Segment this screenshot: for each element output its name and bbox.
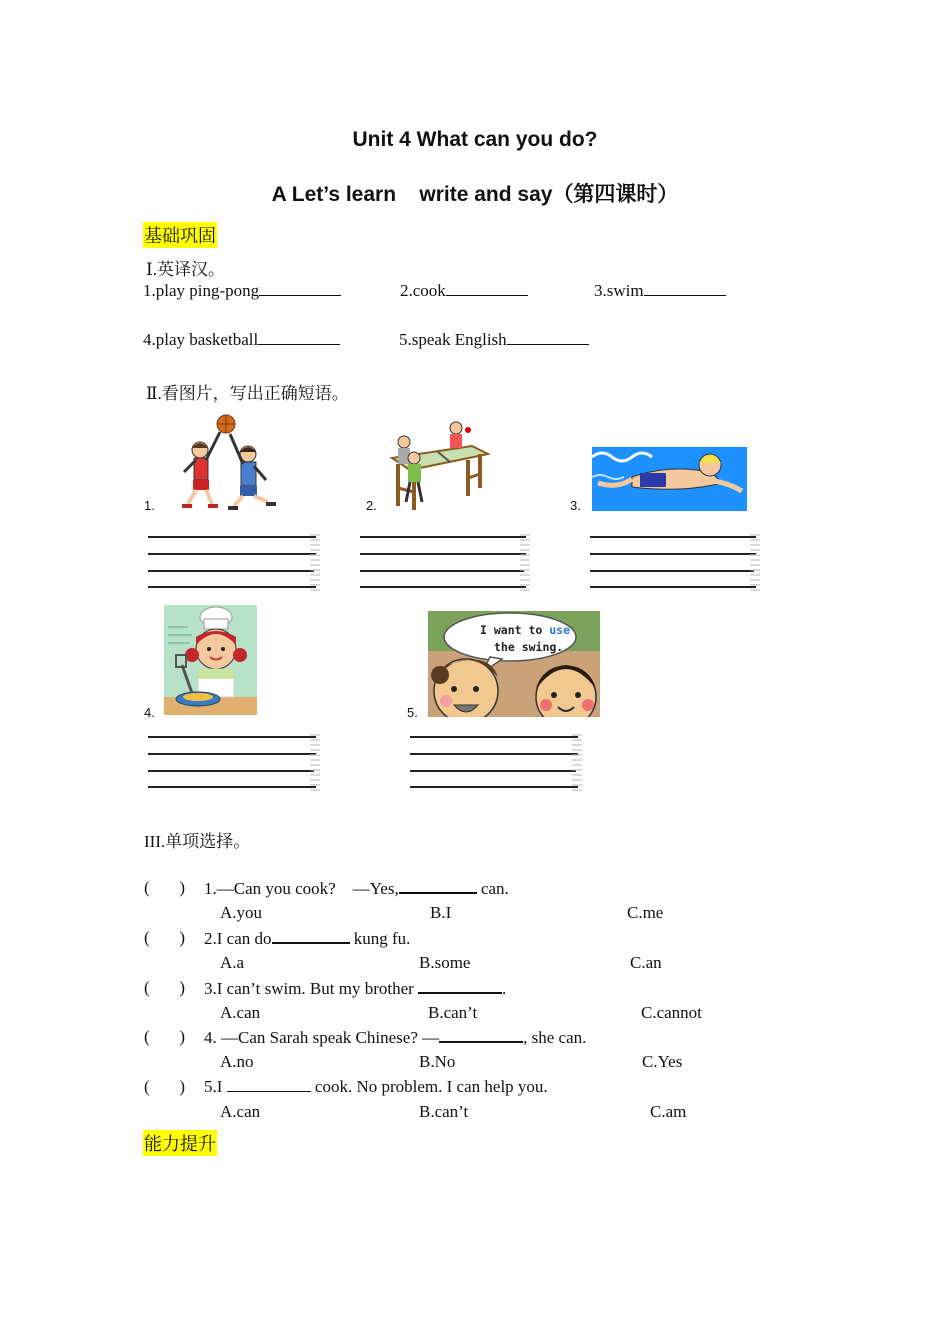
cooking-picture [164, 605, 257, 715]
q3-option-b: B.can’t [428, 1003, 478, 1022]
part2-heading: Ⅱ.看图片，写出正确短语。 [146, 384, 349, 403]
q4-option-a: A.no [220, 1052, 254, 1071]
answer-paren-4[interactable]: ( ) [144, 1027, 186, 1046]
answer-blank[interactable] [446, 281, 528, 296]
q2-option-c: C.an [630, 953, 662, 972]
answer-paren-3[interactable]: ( ) [144, 978, 186, 997]
speech-bubble-line-1: I want to use [480, 623, 571, 637]
part1-item-2: 2.cook [400, 281, 528, 301]
question-2: 2.I can do kung fu. [204, 929, 411, 948]
q5-option-c: C.am [650, 1102, 687, 1121]
swimming-picture [592, 447, 747, 511]
question-blank[interactable] [227, 1077, 311, 1092]
question-3: 3.I can’t swim. But my brother . [204, 979, 507, 998]
question-4: 4. —Can Sarah speak Chinese? — , she can. [204, 1028, 587, 1047]
answer-paren-1[interactable]: ( ) [144, 878, 186, 897]
q2-option-b: B.some [419, 953, 471, 972]
question-1: 1.—Can you cook? —Yes, can. [204, 879, 509, 898]
section-advance-label: 能力提升 [143, 1130, 217, 1156]
q1-option-b: B.I [430, 903, 452, 922]
answer-blank[interactable] [644, 281, 726, 296]
question-5: 5.I cook. No problem. I can help you. [204, 1077, 548, 1096]
question-blank[interactable] [439, 1027, 523, 1043]
q2-option-a: A.a [220, 953, 245, 972]
q1-option-c: C.me [627, 903, 664, 922]
question-blank[interactable] [418, 978, 502, 994]
answer-blank[interactable] [507, 330, 589, 345]
picture-number-2: 2. [366, 498, 377, 513]
part1-item-4: 4.play basketball [143, 330, 340, 350]
writing-lines-1[interactable] [148, 536, 318, 592]
part1-item-3: 3.swim [594, 281, 726, 301]
writing-lines-4[interactable] [148, 736, 318, 792]
picture-number-3: 3. [570, 498, 581, 513]
answer-blank[interactable] [259, 281, 341, 296]
swing-picture [428, 611, 600, 717]
picture-number-5: 5. [407, 705, 418, 720]
q5-option-a: A.can [220, 1102, 261, 1121]
answer-blank[interactable] [258, 330, 340, 345]
writing-lines-2[interactable] [360, 536, 530, 592]
ping-pong-picture [384, 418, 490, 512]
basketball-picture [170, 410, 285, 512]
picture-number-4: 4. [144, 705, 155, 720]
part1-item-5: 5.speak English [399, 330, 589, 350]
q1-option-a: A.you [220, 903, 263, 922]
q4-option-b: B.No [419, 1052, 456, 1071]
speech-bubble-line-2: the swing. [494, 640, 564, 654]
part1-item-1: 1.play ping-pong [143, 281, 341, 301]
page-title: Unit 4 What can you do? [352, 128, 598, 151]
answer-paren-5[interactable]: ( ) [144, 1077, 186, 1096]
writing-lines-5[interactable] [410, 736, 582, 792]
part1-heading: Ⅰ.英译汉。 [146, 260, 225, 279]
question-blank[interactable] [399, 878, 477, 894]
answer-paren-2[interactable]: ( ) [144, 928, 186, 947]
q3-option-a: A.can [220, 1003, 261, 1022]
q5-option-b: B.can’t [419, 1102, 469, 1121]
picture-number-1: 1. [144, 498, 155, 513]
q4-option-c: C.Yes [642, 1052, 683, 1071]
writing-lines-3[interactable] [590, 536, 760, 592]
q3-option-c: C.cannot [641, 1003, 702, 1022]
section-basic-label: 基础巩固 [143, 222, 217, 248]
question-blank[interactable] [272, 928, 350, 944]
part3-heading: III.单项选择。 [144, 832, 251, 851]
page-subtitle: A Let’s learn write and say（第四课时） [271, 183, 679, 206]
